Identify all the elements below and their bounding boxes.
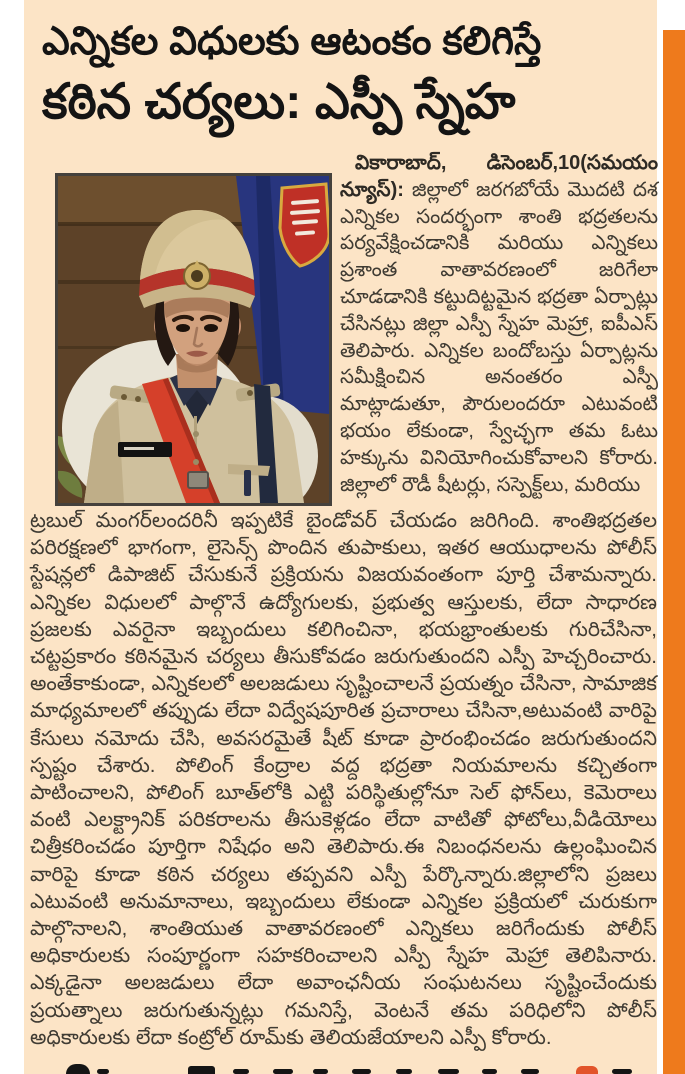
cutoff-letter-fragment	[313, 1069, 328, 1074]
cutoff-letter-fragment	[66, 1064, 90, 1074]
dateline: వికారాబాద్, డిసెంబర్,10(సమయం న్యూస్):	[340, 152, 658, 201]
cutoff-letter-fragment	[97, 1069, 109, 1074]
cutoff-letter-fragment	[188, 1066, 215, 1074]
cutoff-letter-fragment	[576, 1066, 598, 1074]
cutoff-letter-fragment	[482, 1069, 497, 1074]
police-officer-portrait-icon	[58, 176, 329, 503]
cutoff-letter-fragment	[612, 1069, 632, 1074]
cutoff-letter-fragment	[521, 1069, 539, 1074]
officer-photo	[55, 173, 332, 506]
cutoff-letter-fragment	[438, 1069, 459, 1074]
cutoff-letter-fragment	[233, 1069, 249, 1074]
body-paragraph: ట్రబుల్ మంగర్‌లందరినీ ఇప్పటికే బైండోవర్ చేయడం జరిగింది. శాంతిభద్రతల పరిరక్షణలో భాగంగా, లైసెన్స్ పొందిన తుపాకులు, ఇతర ఆయుధాలను పోలీస్ స్టేషన్లలో డిపాజిట్ చేసుకునే ప్రక్రియను విజయవంతంగా పూర్తి చేశామన్నారు. ఎన్నికల విధులలో పాల్గొనే ఉద్యోగులకు, ప్రభుత్వ ఆస్తులకు, లేదా సాధారణ ప్రజలకు ఎవరైనా ఇబ్బందులు కలిగించినా, భయభ్రాంతులకు గురిచేసినా, చట్టప్రకారం కఠినమైన చర్యలు తీసుకోవడం జరుగుతుందని ఎస్పీ హెచ్చరించారు. అంతేకాకుండా, ఎన్నికలలో అలజడులు సృష్టించాలనే ప్రయత్నం చేసినా, సామాజిక మాధ్యమాలలో తప్పుడు లేదా విద్వేషపూరిత ప్రచారాలు చేసినా,అటువంటి వారిపై కేసులు నమోదు చేసి, అవసరమైతే షీట్ కూడా ప్రారంభించడం జరుగుతుందని స్పష్టం చేశారు. పోలింగ్ కేంద్రాల వద్ద భద్రతా నియమాలను కచ్చితంగా పాటించాలని, పోలింగ్ బూత్‌లోకి ఎట్టి పరిస్థితుల్లోనూ సెల్ ఫోన్‌లు, కెమెరాలు వంటి ఎలక్ట్రానిక్ పరికరాలను తీసుకెళ్లడం లేదా వాటితో ఫోటోలు,వీడియోలు చిత్రీకరించడం పూర్తిగా నిషేధం అని తెలిపారు.ఈ నిబంధనలను ఉల్లంఘించిన వారిపై కూడా కఠిన చర్యలు తప్పవని ఎస్పీ పేర్కొన్నారు.జిల్లాలోని ప్రజలు ఎటువంటి అనుమానాలు, ఇబ్బందులు లేకుండా ఎన్నికల ప్రక్రియలో చురుకుగా పాల్గొనాలని, శాంతియుత వాతావరణంలో ఎన్నికలు జరిగేందుకు పోలీస్ అధికారులకు సంపూర్ణంగా సహకరించాలని ఎస్పీ స్నేహ మెహ్రా తెలిపినారు. ఎక్కడైనా అలజడులు లేదా అవాంఛనీయ సంఘటనలు సృష్టించేందుకు ప్రయత్నాలు జరుగుతున్నట్లు గమనిస్తే, వెంటనే తమ పరిధిలోని పోలీస్ అధికారులకు లేదా కంట్రోల్ రూమ్‌కు తెలియజేయాలని ఎస్పీ కోరారు.	[30, 509, 657, 1049]
cutoff-letter-fragment	[352, 1069, 371, 1074]
cutoff-letter-fragment	[273, 1069, 293, 1074]
cutoff-letter-fragment	[396, 1069, 412, 1074]
headline-line-2: కఠిన చర్యలు: ఎస్పీ స్నేహ	[42, 75, 516, 129]
lead-paragraph	[340, 150, 658, 506]
headline	[42, 16, 642, 134]
lead-text: జిల్లాలో జరగబోయే మొదటి దశ ఎన్నికల సందర్భంగా శాంతి భద్రతలను పర్యవేక్షించడానికి మరియు ఎన్నికలు ప్రశాంత వాతావరణంలో జరిగేలా చూడడానికి కట్టుదిట్టమైన భద్రతా ఏర్పాట్లు చేసినట్లు జిల్లా ఎస్పీ స్నేహ మెహ్రా, ఐపీఎస్ తెలిపారు. ఎన్నికల బందోబస్తు ఏర్పాట్లను సమీక్షించిన అనంతరం ఎస్పీ మాట్లాడుతూ, పౌరులందరూ ఎటువంటి భయం లేకుండా, స్వేచ్ఛగా తమ ఓటు హక్కును వినియోగించుకోవాలని కోరారు. జిల్లాలో రౌడీ షీటర్లు, సస్పెక్ట్‌లు, మరియు	[340, 178, 658, 496]
headline-line-1: ఎన్నికల విధులకు ఆటంకం కలిగిస్తే	[42, 20, 542, 63]
right-accent-bar	[663, 30, 685, 1074]
